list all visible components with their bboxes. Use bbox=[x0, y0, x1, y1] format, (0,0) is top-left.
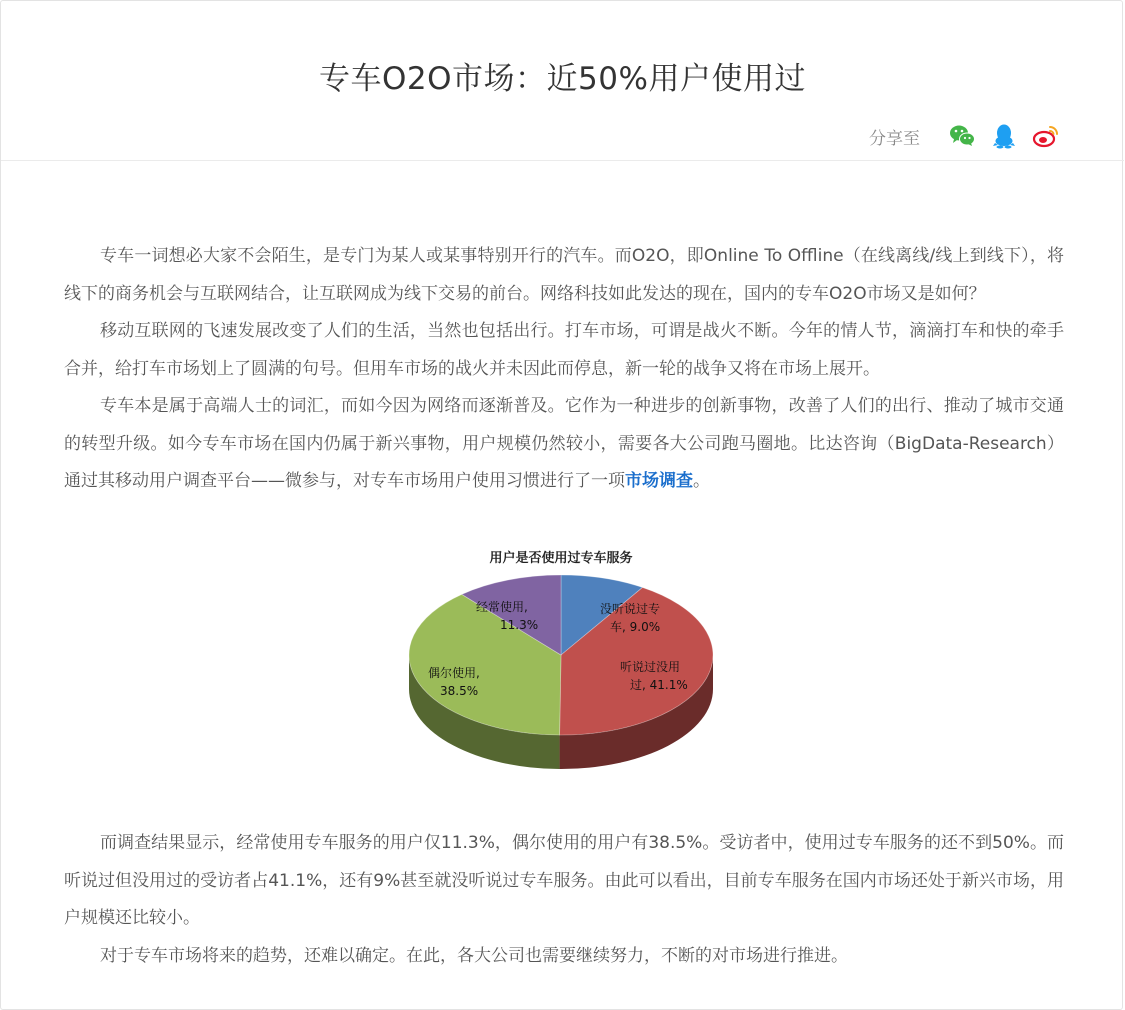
paragraph-intro: 专车一词想必大家不会陌生，是专门为某人或某事特别开行的汽车。而O2O，即Online To Offline（在线离线/线上到线下），将线下的商务机会与互联网结合，让互联网成为线下交易的前台。网络科技如此发达的现在，国内的专车O2O市场又是如何？ bbox=[64, 246, 1064, 304]
article-header bbox=[1, 1, 1124, 161]
weibo-icon[interactable] bbox=[1032, 122, 1060, 150]
wechat-icon[interactable] bbox=[948, 122, 976, 150]
pie-chart-svg bbox=[396, 541, 726, 781]
pie-chart bbox=[396, 541, 726, 781]
market-survey-link[interactable]: 市场调查 bbox=[625, 471, 693, 491]
qq-icon[interactable] bbox=[990, 122, 1018, 150]
paragraph-survey-text: 专车本是属于高端人士的词汇，而如今因为网络而逐渐普及。它作为一种进步的创新事物，改善了人们的出行、推动了城市交通的转型升级。如今专车市场在国内仍属于新兴事物，用户规模仍然较小，需要各大公司跑马圈地。比达咨询（BigData-Research）通过其移动用户调查平台——微参与，对专车市场用户使用习惯进行了一项 bbox=[64, 396, 1064, 491]
paragraph-outlook: 对于专车市场将来的趋势，还难以确定。在此，各大公司也需要继续努力，不断的对市场进行推进。 bbox=[100, 945, 848, 966]
paragraph-survey bbox=[64, 388, 1064, 501]
pie-label-1-line2: 过, 41.1% bbox=[630, 678, 688, 692]
paragraph-taxi-market: 移动互联网的飞速发展改变了人们的生活，当然也包括出行。打车市场，可谓是战火不断。今年的情人节，滴滴打车和快的牵手合并，给打车市场划上了圆满的句号。但用车市场的战火并未因此而停息，新一轮的战争又将在市场上展开。 bbox=[64, 321, 1064, 379]
chart-title: 用户是否使用过专车服务 bbox=[489, 551, 633, 566]
article-body bbox=[64, 238, 1064, 501]
pie-label-1-line1: 听说过没用 bbox=[620, 660, 681, 674]
share-bar bbox=[869, 121, 1060, 151]
share-label: 分享至 bbox=[869, 128, 920, 149]
pie-label-2-line1: 偶尔使用, bbox=[428, 666, 480, 680]
pie-label-0-line1: 没听说过专 bbox=[600, 602, 661, 616]
paragraph-results: 而调查结果显示，经常使用专车服务的用户仅11.3%，偶尔使用的用户有38.5%。受访者中，使用过专车服务的还不到50%。而听说过但没用过的受访者占41.1%，还有9%甚至就没听说过专车服务。由此可以看出，目前专车服务在国内市场还处于新兴市场，用户规模还比较小。 bbox=[64, 833, 1064, 928]
pie-label-3-line2: 11.3% bbox=[500, 618, 539, 632]
pie-label-3-line1: 经常使用, bbox=[476, 600, 528, 614]
paragraph-survey-end: 。 bbox=[693, 471, 710, 491]
page-title: 专车O2O市场：近50%用户使用过 bbox=[319, 61, 806, 97]
pie-label-2-line2: 38.5% bbox=[440, 684, 479, 698]
article-body-conclusion bbox=[64, 825, 1064, 975]
pie-label-0-line2: 车, 9.0% bbox=[610, 620, 661, 634]
